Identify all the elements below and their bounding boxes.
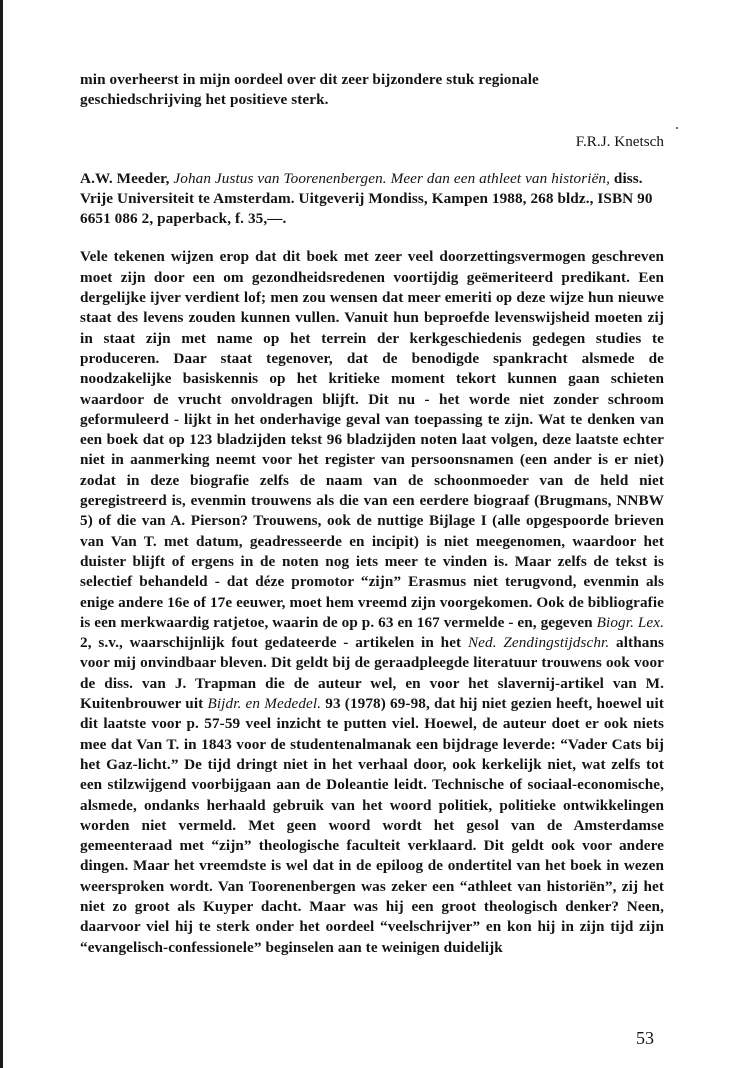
reviewer-signature: F.R.J. Knetsch xyxy=(575,132,664,150)
biblio-author: A.W. Meeder, xyxy=(80,169,170,187)
document-page xyxy=(80,70,664,958)
review-text-part1: Vele tekenen wijzen erop dat dit boek met zeer veel doorzettingsvermogen geschreven moet zijn door een om gezondheidsredenen voortijdig geëmeriteerd predikant. Een dergelijke ijver verdient lof; men zou wensen dat meer emeriti op deze wijze hun nieuwe staat des levens zouden kunnen vullen. Vanuit hun beproefde levenswijsheid moeten zij in staat zijn met name op het terrein der kerkgeschiedenis gedegen studies te produceren. Daar staat tegenover, dat de benodigde spankracht alsmede de noodzakelijke basiskennis op het kritieke moment tekort kunnen gaan schieten waardoor de vrucht onvoldragen blijft. Dit nu - het worde niet zonder schroom geformuleerd - lijkt in het onderhavige geval van toepassing te zijn. Wat te denken van een boek dat op 123 bladzijden tekst 96 bladzijden noten laat volgen, deze laatste echter niet in aanmerking neemt voor het register van persoonsnamen (een ander is er niet) zodat in deze biografie zelfs de naam van de schoonmoeder van de held niet geregistreerd is, evenmin trouwens als die van een eerdere biograaf (Brugmans, NNBW 5) of die van A. Pierson? Trouwens, ook de nuttige Bijlage I (alle opgespoorde brieven van Van T. met datum, geadresseerde en incipit) is niet meegenomen, waardoor het duister blijft of ergens in de noten nog iets meer te vinden is. Maar zelfs de tekst is selectief behandeld - dat déze promotor “zijn” Erasmus niet terugvond, evenmin als enige andere 16e of 17e eeuwer, moet hem vreemd zijn voorgekomen. Ook de bibliografie is een merkwaardig ratjetoe, waarin de op p. 63 en 167 vermelde - en, gegeven xyxy=(80,248,664,631)
review-italic-ned-zendingstijdschr: Ned. Zendingstijdschr. xyxy=(467,634,610,652)
review-italic-biogr-lex: Biogr. Lex. xyxy=(596,613,664,631)
scan-speck xyxy=(676,127,678,129)
review-text-part4: 93 (1978) 69-98, dat hij niet gezien heeft, hoewel uit dit laatste voor p. 57-59 veel inzicht te putten viel. Hoewel, de auteur doet er ook niets mee dat Van T. in 1843 voor de studentenalmanak een bijdrage leverde: “Vader Cats bij het Gaz-licht.” De tijd dringt niet in het verhaal door, ook kerkelijk niet, wat zelfs tot een stilzwijgend voorbijgaan aan de Doleantie leidt. Technische of sociaal-economische, alsmede, ondanks herhaald gebruik van het woord politiek, politieke ontwikkelingen worden niet vermeld. Met geen woord wordt het gesol van de Amsterdamse gemeenteraad met “zijn” theologische faculteit verklaard. Dit geldt ook voor andere dingen. Maar het vreemdste is wel dat in de epiloog de ondertitel van het boek in wezen weersproken wordt. Van Toorenenbergen was zeker een “athleet van historiën”, zij het niet zo groot als Kuyper dacht. Maar was hij een groot theologisch denker? Neen, daarvoor viel hij te sterk onder het oordeel “veelschrijver” en kon hij in zijn tijd zijn “evangelisch-confessionele” beginselen aan te weinigen duidelijk xyxy=(80,695,665,956)
bibliographic-entry xyxy=(80,169,664,230)
review-body xyxy=(80,247,664,957)
page-number: 53 xyxy=(636,1028,654,1048)
intro-paragraph: min overheerst in mijn oordeel over dit zeer bijzondere stuk regionale geschiedschrijving het positieve sterk. xyxy=(80,71,539,109)
review-text-part3: althans voor mij onvindbaar bleven. Dit geldt bij de geraadpleegde literatuur trouwens ook voor de diss. van J. Trapman die de auteur wel, en voor het slavernij-artikel van M. Kuitenbrouwer uit xyxy=(80,634,664,713)
scan-left-edge xyxy=(0,0,3,1068)
biblio-title: Johan Justus van Toorenenbergen. Meer dan een athleet van historiën, xyxy=(173,169,611,187)
review-italic-bijdr-mededel: Bijdr. en Mededel. xyxy=(207,695,322,713)
biblio-details: diss. Vrije Universiteit te Amsterdam. Uitgeverij Mondiss, Kampen 1988, 268 bldz., ISBN 90 6651 086 2, paperback, f. 35,—. xyxy=(80,169,653,228)
review-text-part2: 2, s.v., waarschijnlijk fout gedateerde - artikelen in het xyxy=(80,634,462,652)
